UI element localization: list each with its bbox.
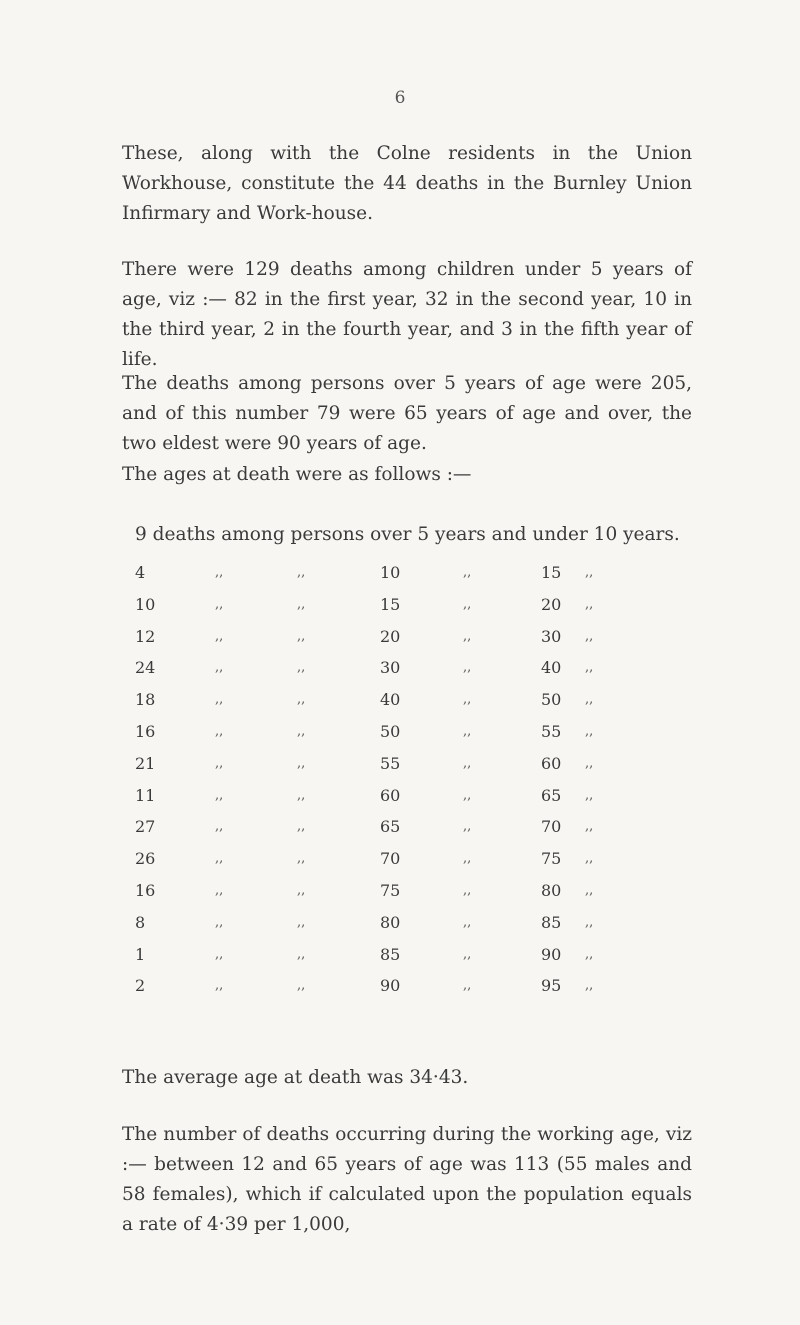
death-count: 18 [135, 690, 156, 710]
age-to: 85 [541, 912, 562, 932]
ditto-mark: ,, [297, 755, 306, 771]
age-to: 75 [541, 849, 562, 869]
age-from: 65 [380, 817, 401, 837]
ditto-mark: ,, [215, 946, 224, 962]
ditto-mark: ,, [297, 787, 306, 803]
ditto-mark: ,, [585, 946, 594, 962]
age-from: 55 [380, 753, 401, 773]
age-table-header: 9 deaths among persons over 5 years and under 10 years. [135, 524, 680, 545]
ditto-mark: ,, [463, 628, 472, 644]
age-to: 65 [541, 785, 562, 805]
age-to: 90 [541, 944, 562, 964]
age-to: 80 [541, 880, 562, 900]
ditto-mark: ,, [585, 787, 594, 803]
ditto-mark: ,, [463, 819, 472, 835]
ditto-mark: ,, [585, 755, 594, 771]
age-from: 90 [380, 976, 401, 996]
death-count: 16 [135, 721, 156, 741]
ditto-mark: ,, [297, 914, 306, 930]
ditto-mark: ,, [297, 660, 306, 676]
ditto-mark: ,, [215, 755, 224, 771]
ditto-mark: ,, [463, 851, 472, 867]
age-from: 75 [380, 880, 401, 900]
age-from: 80 [380, 912, 401, 932]
age-table-row [0, 563, 800, 595]
death-count: 12 [135, 626, 156, 646]
age-table-row [0, 881, 800, 913]
age-table-row [0, 786, 800, 818]
age-to: 95 [541, 976, 562, 996]
age-to: 15 [541, 563, 562, 582]
age-table-row [0, 595, 800, 627]
ditto-mark: ,, [585, 660, 594, 676]
ditto-mark: ,, [215, 723, 224, 739]
age-to: 60 [541, 753, 562, 773]
age-to: 30 [541, 626, 562, 646]
ditto-mark: ,, [585, 692, 594, 708]
ditto-mark: ,, [297, 978, 306, 994]
death-count: 4 [135, 563, 146, 582]
age-from: 60 [380, 785, 401, 805]
ditto-mark: ,, [585, 851, 594, 867]
death-count: 16 [135, 880, 156, 900]
ditto-mark: ,, [585, 565, 594, 580]
age-from: 50 [380, 721, 401, 741]
age-from: 30 [380, 658, 401, 678]
age-table [0, 563, 800, 1008]
ditto-mark: ,, [585, 914, 594, 930]
ditto-mark: ,, [463, 978, 472, 994]
death-count: 2 [135, 976, 146, 996]
age-to: 70 [541, 817, 562, 837]
ditto-mark: ,, [297, 819, 306, 835]
ditto-mark: ,, [463, 723, 472, 739]
ditto-mark: ,, [463, 787, 472, 803]
age-from: 10 [380, 563, 401, 582]
ditto-mark: ,, [585, 596, 594, 612]
ditto-mark: ,, [215, 565, 224, 580]
paragraph-adult-deaths: The deaths among persons over 5 years of age were 205, and of this number 79 were 65 years of age and over, the two eldest were 90 years of age. [122, 373, 692, 454]
ditto-mark: ,, [297, 565, 306, 580]
ditto-mark: ,, [585, 882, 594, 898]
ditto-mark: ,, [463, 882, 472, 898]
age-from: 85 [380, 944, 401, 964]
paragraph-working-age: The number of deaths occurring during the working age, viz :— between 12 and 65 years of age was 113 (55 males and 58 females), which if calculated upon the population equals a rate of 4·39 per 1,000, [122, 1124, 692, 1235]
age-from: 20 [380, 626, 401, 646]
ditto-mark: ,, [215, 660, 224, 676]
age-to: 55 [541, 721, 562, 741]
age-table-row [0, 976, 800, 1008]
age-table-row [0, 722, 800, 754]
death-count: 27 [135, 817, 156, 837]
ditto-mark: ,, [585, 723, 594, 739]
page-number: 6 [394, 88, 406, 108]
age-table-row [0, 658, 800, 690]
age-table-row [0, 913, 800, 945]
ditto-mark: ,, [297, 628, 306, 644]
death-count: 8 [135, 912, 146, 932]
death-count: 10 [135, 594, 156, 614]
death-count: 24 [135, 658, 156, 678]
ditto-mark: ,, [463, 596, 472, 612]
ditto-mark: ,, [215, 628, 224, 644]
age-table-row [0, 817, 800, 849]
ditto-mark: ,, [463, 914, 472, 930]
age-table-row [0, 849, 800, 881]
ditto-mark: ,, [215, 819, 224, 835]
ditto-mark: ,, [463, 755, 472, 771]
ditto-mark: ,, [463, 565, 472, 580]
ditto-mark: ,, [585, 628, 594, 644]
ditto-mark: ,, [463, 692, 472, 708]
ditto-mark: ,, [297, 851, 306, 867]
age-table-row [0, 690, 800, 722]
ditto-mark: ,, [585, 978, 594, 994]
death-count: 1 [135, 944, 146, 964]
ditto-mark: ,, [215, 978, 224, 994]
ditto-mark: ,, [463, 946, 472, 962]
paragraph-ages-intro: The ages at death were as follows :— [122, 464, 472, 485]
ditto-mark: ,, [215, 882, 224, 898]
ditto-mark: ,, [297, 946, 306, 962]
ditto-mark: ,, [297, 596, 306, 612]
age-from: 15 [380, 594, 401, 614]
age-table-row [0, 945, 800, 977]
paragraph-average-age: The average age at death was 34·43. [122, 1067, 469, 1088]
ditto-mark: ,, [585, 819, 594, 835]
death-count: 11 [135, 785, 156, 805]
ditto-mark: ,, [215, 787, 224, 803]
paragraph-workhouse-deaths: These, along with the Colne residents in the Union Workhouse, constitute the 44 deaths in the Burnley Union Infirmary and Work-house. [122, 143, 692, 224]
age-to: 20 [541, 594, 562, 614]
age-table-row [0, 627, 800, 659]
death-count: 26 [135, 849, 156, 869]
ditto-mark: ,, [215, 596, 224, 612]
age-from: 70 [380, 849, 401, 869]
ditto-mark: ,, [215, 851, 224, 867]
ditto-mark: ,, [215, 692, 224, 708]
death-count: 21 [135, 753, 156, 773]
paragraph-child-deaths: There were 129 deaths among children under 5 years of age, viz :— 82 in the first year, 32 in the second year, 10 in the third year, 2 in the fourth year, and 3 in the fifth year of life. [122, 259, 692, 370]
age-to: 40 [541, 658, 562, 678]
age-from: 40 [380, 690, 401, 710]
ditto-mark: ,, [297, 692, 306, 708]
ditto-mark: ,, [215, 914, 224, 930]
age-to: 50 [541, 690, 562, 710]
age-table-row [0, 754, 800, 786]
ditto-mark: ,, [297, 723, 306, 739]
ditto-mark: ,, [463, 660, 472, 676]
ditto-mark: ,, [297, 882, 306, 898]
